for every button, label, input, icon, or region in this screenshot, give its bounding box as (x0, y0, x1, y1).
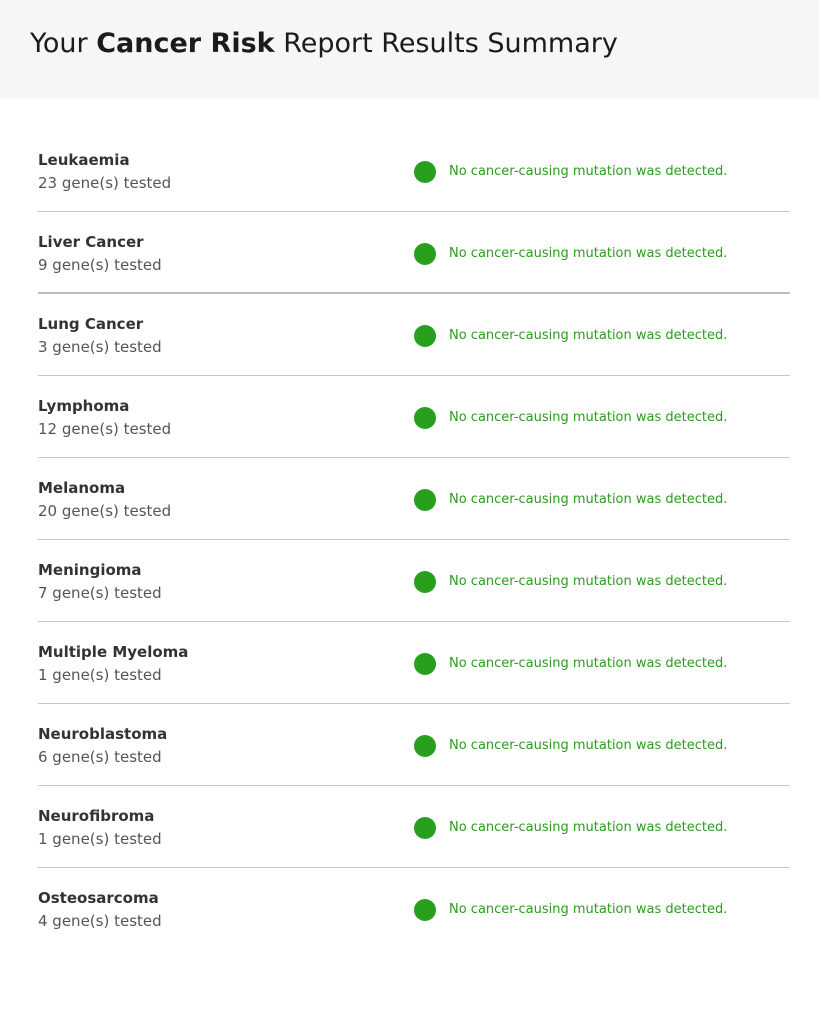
page-title (30, 24, 618, 64)
genes-tested: 12 gene(s) tested (38, 420, 172, 438)
green-dot-icon (414, 571, 436, 593)
status-text: No cancer-causing mutation was detected. (449, 574, 728, 589)
result-row[interactable] (38, 622, 790, 704)
result-row[interactable] (38, 376, 790, 458)
genes-tested: 1 gene(s) tested (38, 830, 162, 848)
cancer-name: Liver Cancer (38, 233, 144, 251)
result-row[interactable] (38, 786, 790, 868)
title-suffix: Report Results Summary (274, 28, 618, 59)
result-row[interactable] (38, 294, 790, 376)
genes-tested: 23 gene(s) tested (38, 174, 172, 192)
green-dot-icon (414, 325, 436, 347)
cancer-name: Melanoma (38, 479, 126, 497)
green-dot-icon (414, 161, 436, 183)
genes-tested: 3 gene(s) tested (38, 338, 162, 356)
page-header (0, 0, 819, 99)
green-dot-icon (414, 817, 436, 839)
cancer-name: Lung Cancer (38, 315, 144, 333)
cancer-name: Lymphoma (38, 397, 130, 415)
cancer-name: Neuroblastoma (38, 725, 168, 743)
genes-tested: 20 gene(s) tested (38, 502, 172, 520)
status-text: No cancer-causing mutation was detected. (449, 410, 728, 425)
status-text: No cancer-causing mutation was detected. (449, 246, 728, 261)
genes-tested: 1 gene(s) tested (38, 666, 162, 684)
cancer-name: Neurofibroma (38, 807, 155, 825)
genes-tested: 7 gene(s) tested (38, 584, 162, 602)
status-text: No cancer-causing mutation was detected. (449, 656, 728, 671)
result-row[interactable] (38, 212, 790, 294)
cancer-name: Multiple Myeloma (38, 643, 189, 661)
green-dot-icon (414, 653, 436, 675)
status-text: No cancer-causing mutation was detected. (449, 328, 728, 343)
genes-tested: 9 gene(s) tested (38, 256, 162, 274)
result-row[interactable] (38, 704, 790, 786)
result-row[interactable] (38, 458, 790, 540)
genes-tested: 6 gene(s) tested (38, 748, 162, 766)
green-dot-icon (414, 489, 436, 511)
green-dot-icon (414, 735, 436, 757)
results-list (38, 130, 790, 950)
cancer-name: Osteosarcoma (38, 889, 159, 907)
result-row[interactable] (38, 868, 790, 950)
green-dot-icon (414, 407, 436, 429)
title-prefix: Your (30, 28, 97, 59)
status-text: No cancer-causing mutation was detected. (449, 738, 728, 753)
status-text: No cancer-causing mutation was detected. (449, 492, 728, 507)
green-dot-icon (414, 899, 436, 921)
result-row[interactable] (38, 540, 790, 622)
status-text: No cancer-causing mutation was detected. (449, 164, 728, 179)
status-text: No cancer-causing mutation was detected. (449, 820, 728, 835)
green-dot-icon (414, 243, 436, 265)
genes-tested: 4 gene(s) tested (38, 912, 162, 930)
cancer-name: Leukaemia (38, 151, 130, 169)
title-strong: Cancer Risk (96, 28, 275, 59)
status-text: No cancer-causing mutation was detected. (449, 902, 728, 917)
result-row[interactable] (38, 130, 790, 212)
cancer-name: Meningioma (38, 561, 142, 579)
